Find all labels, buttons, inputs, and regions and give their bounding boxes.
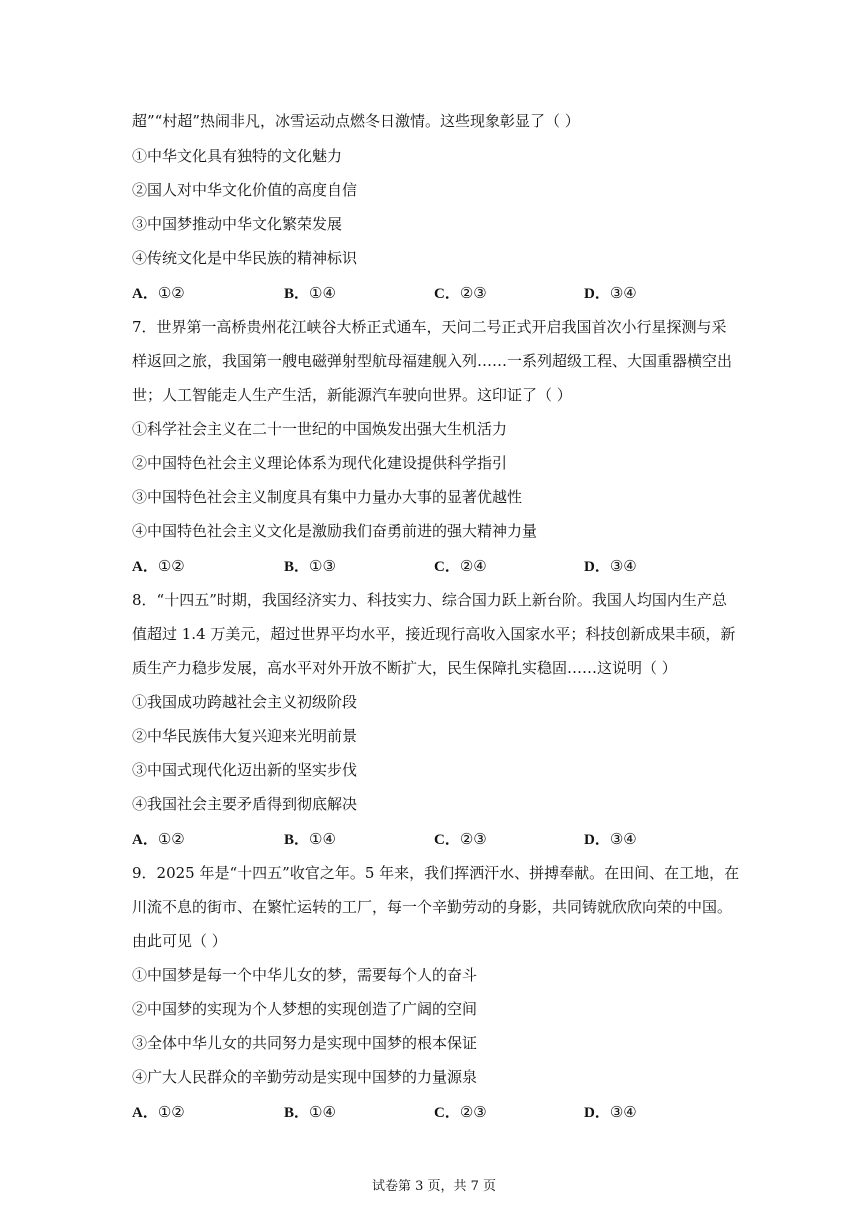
q9-stem-line-3: 由此可见（ ） <box>132 932 227 950</box>
q6-option-a: A．①② <box>132 284 185 302</box>
q6-option-d: D．③④ <box>584 284 637 302</box>
page-footer: 试卷第 3 页，共 7 页 <box>371 1179 497 1194</box>
q9-option-d: D．③④ <box>584 1103 637 1121</box>
q7-option-d: D．③④ <box>584 557 637 575</box>
q7-option-a: A．①② <box>132 557 185 575</box>
q6-option-c: C．②③ <box>434 284 487 302</box>
q6-stem-line: 超”“村超”热闹非凡，冰雪运动点燃冬日激情。这些现象彰显了（ ） <box>132 112 580 130</box>
q8-statement-4: ④我国社会主要矛盾得到彻底解决 <box>132 795 358 813</box>
q8-statement-1: ①我国成功跨越社会主义初级阶段 <box>132 693 358 711</box>
q7-options <box>132 556 732 576</box>
q9-stem-line-1: 9．2025 年是“十四五”收官之年。5 年来，我们挥洒汗水、拼搏奉献。在田间、在工地，在 <box>132 864 740 882</box>
q8-statement-3: ③中国式现代化迈出新的坚实步伐 <box>132 761 358 779</box>
q7-option-b: B．①③ <box>284 557 336 575</box>
q8-option-a: A．①② <box>132 830 185 848</box>
q8-option-b: B．①④ <box>284 830 336 848</box>
q9-statement-1: ①中国梦是每一个中华儿女的梦，需要每个人的奋斗 <box>132 966 478 984</box>
q6-option-b: B．①④ <box>284 284 336 302</box>
q9-stem-line-2: 川流不息的街市、在繁忙运转的工厂，每一个辛勤劳动的身影，共同铸就欣欣向荣的中国。 <box>132 898 733 916</box>
q9-options <box>132 1102 732 1122</box>
q7-statement-3: ③中国特色社会主义制度具有集中力量办大事的显著优越性 <box>132 488 523 506</box>
q6-options <box>132 283 732 303</box>
q8-options <box>132 829 732 849</box>
q7-statement-4: ④中国特色社会主义文化是激励我们奋勇前进的强大精神力量 <box>132 522 538 540</box>
q8-statement-2: ②中华民族伟大复兴迎来光明前景 <box>132 727 358 745</box>
q9-statement-3: ③全体中华儿女的共同努力是实现中国梦的根本保证 <box>132 1034 478 1052</box>
q7-statement-2: ②中国特色社会主义理论体系为现代化建设提供科学指引 <box>132 454 508 472</box>
q8-stem-line-3: 质生产力稳步发展，高水平对外开放不断扩大，民生保障扎实稳固……这说明（ ） <box>132 659 677 677</box>
q9-statement-2: ②中国梦的实现为个人梦想的实现创造了广阔的空间 <box>132 1000 478 1018</box>
q8-option-d: D．③④ <box>584 830 637 848</box>
q6-statement-2: ②国人对中华文化价值的高度自信 <box>132 181 358 199</box>
q7-option-c: C．②④ <box>434 557 487 575</box>
q6-statement-4: ④传统文化是中华民族的精神标识 <box>132 249 358 267</box>
q7-statement-1: ①科学社会主义在二十一世纪的中国焕发出强大生机活力 <box>132 420 508 438</box>
q8-stem-line-1: 8．“十四五”时期，我国经济实力、科技实力、综合国力跃上新台阶。我国人均国内生产总 <box>132 591 727 609</box>
q6-statement-3: ③中国梦推动中华文化繁荣发展 <box>132 215 343 233</box>
q9-option-a: A．①② <box>132 1103 185 1121</box>
q7-stem-line-1: 7．世界第一高桥贵州花江峡谷大桥正式通车，天问二号正式开启我国首次小行星探测与采 <box>132 318 727 336</box>
q7-stem-line-3: 世；人工智能走人生产生活，新能源汽车驶向世界。这印证了（ ） <box>132 386 572 404</box>
q8-option-c: C．②③ <box>434 830 487 848</box>
q9-option-b: B．①④ <box>284 1103 336 1121</box>
q7-stem-line-2: 样返回之旅，我国第一艘电磁弹射型航母福建舰入列……一系列超级工程、大国重器横空出 <box>132 352 733 370</box>
q9-statement-4: ④广大人民群众的辛勤劳动是实现中国梦的力量源泉 <box>132 1068 478 1086</box>
q6-statement-1: ①中华文化具有独特的文化魅力 <box>132 147 343 165</box>
q9-option-c: C．②③ <box>434 1103 487 1121</box>
q8-stem-line-2: 值超过 1.4 万美元，超过世界平均水平，接近现行高收入国家水平；科技创新成果丰硕，新 <box>132 625 736 643</box>
